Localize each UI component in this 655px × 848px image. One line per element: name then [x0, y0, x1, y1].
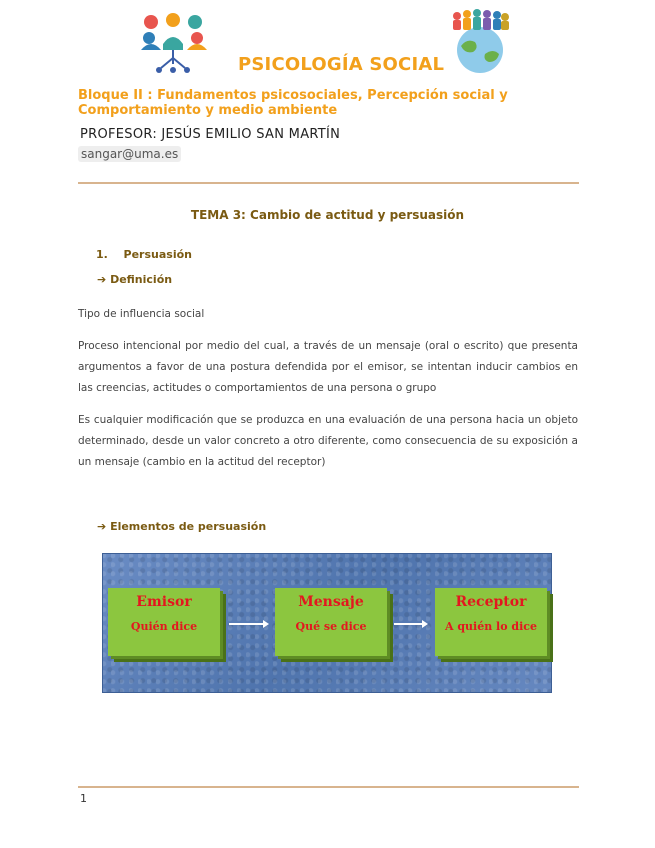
- arrow-right-icon: ➔: [97, 273, 107, 286]
- mensaje-subtitle: Qué se dice: [295, 620, 367, 633]
- persuasion-diagram: [102, 553, 552, 693]
- paragraph-modification: Es cualquier modificación que se produzca en una evaluación de una persona hacia un objeto determinado, desde un valor concreto a otro diferente, como consecuencia de su exposición a un mensaje (cambio en la actitud del receptor): [78, 414, 578, 468]
- professor-name: PROFESOR: JESÚS EMILIO SAN MARTÍN: [80, 127, 341, 142]
- arrow-right-icon: ➔: [97, 520, 107, 533]
- receptor-box: [435, 588, 547, 656]
- paragraph-influence: Tipo de influencia social: [78, 308, 205, 320]
- section-number: 1.: [96, 248, 108, 261]
- paragraph-process: Proceso intencional por medio del cual, a través de un mensaje (oral o escrito) que presenta argumentos a favor de una postura defendida por el emisor, se intentan inducir cambios en las creencias, actitudes o comportamientos de una persona o grupo: [78, 340, 578, 394]
- footer-divider: [78, 786, 579, 788]
- mensaje-box: [275, 588, 387, 656]
- elements-heading: [97, 520, 266, 533]
- section-label: Persuasión: [123, 248, 192, 261]
- definition-label: Definición: [110, 273, 173, 286]
- globe-people-icon: [445, 6, 515, 74]
- emisor-subtitle: Quién dice: [130, 620, 198, 633]
- topic-title: TEMA 3: Cambio de actitud y persuasión: [190, 208, 465, 222]
- arrow-emisor-mensaje: [229, 623, 267, 625]
- emisor-title: Emisor: [136, 594, 192, 610]
- receptor-title: Receptor: [455, 594, 527, 610]
- section-persuasion-heading: [96, 248, 192, 261]
- emisor-box: [108, 588, 220, 656]
- page-number: 1: [80, 792, 87, 805]
- mensaje-title: Mensaje: [298, 594, 364, 610]
- header-divider: [78, 182, 579, 184]
- elements-label: Elementos de persuasión: [110, 520, 267, 533]
- arrow-mensaje-receptor: [394, 623, 426, 625]
- course-block-title: Bloque II : Fundamentos psicosociales, Percepción social y Comportamiento y medio ambiente: [78, 88, 508, 118]
- definition-heading: [97, 273, 172, 286]
- receptor-subtitle: A quién lo dice: [445, 620, 537, 633]
- document-title: PSICOLOGÍA SOCIAL: [238, 54, 445, 75]
- people-network-icon: [137, 12, 209, 76]
- professor-email-link[interactable]: sangar@uma.es: [78, 146, 181, 162]
